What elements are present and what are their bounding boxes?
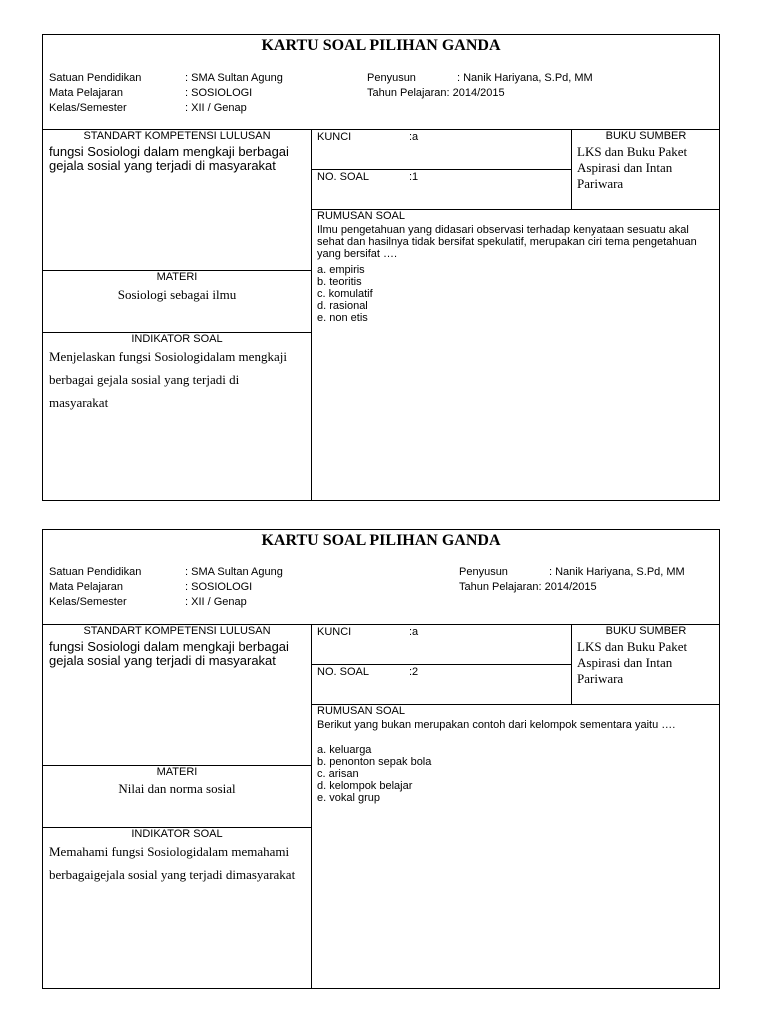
- rumusan-heading: RUMUSAN SOAL: [317, 210, 406, 222]
- author-info: [367, 71, 593, 101]
- penyusun-value: : Nanik Hariyana, S.Pd, MM: [457, 72, 593, 84]
- penyusun-label: Penyusun: [459, 566, 508, 578]
- option-a: a. empiris: [317, 264, 365, 276]
- indikator-text: Menjelaskan fungsi Sosiologidalam mengkaji berbagai gejala sosial yang terjadi di masyarakat: [49, 349, 287, 410]
- tahun-label: Tahun Pelajaran:: [459, 581, 542, 593]
- skl-heading: STANDART KOMPETENSI LULUSAN: [83, 625, 271, 637]
- kunci-row: [317, 626, 419, 638]
- satuan-label: Satuan Pendidikan: [49, 566, 142, 578]
- card-title: KARTU SOAL PILIHAN GANDA: [261, 37, 501, 54]
- option-d: d. kelompok belajar: [317, 780, 413, 792]
- option-c: c. arisan: [317, 768, 359, 780]
- buku-text: LKS dan Buku Paket Aspirasi dan Intan Pariwara: [577, 639, 688, 686]
- school-info: [49, 565, 283, 610]
- penyusun-label: Penyusun: [367, 72, 416, 84]
- nosoal-label: NO. SOAL: [317, 171, 369, 183]
- option-a: a. keluarga: [317, 744, 372, 756]
- mapel-value: : SOSIOLOGI: [185, 87, 253, 99]
- answer-options: [317, 744, 431, 804]
- author-info: [459, 565, 685, 595]
- materi-heading: MATERI: [156, 271, 198, 283]
- buku-text: LKS dan Buku Paket Aspirasi dan Intan Pariwara: [577, 144, 688, 191]
- nosoal-value: :1: [409, 171, 419, 183]
- kunci-row: [317, 131, 419, 143]
- nosoal-row: [317, 171, 419, 183]
- option-c: c. komulatif: [317, 288, 373, 300]
- kunci-divider: [311, 664, 571, 665]
- indikator-text: Memahami fungsi Sosiologidalam memahami berbagaigejala sosial yang terjadi dimasyarakat: [49, 844, 296, 882]
- option-b: b. penonton sepak bola: [317, 756, 432, 768]
- kelas-value: : XII / Genap: [185, 596, 247, 608]
- kelas-value: : XII / Genap: [185, 102, 247, 114]
- mapel-label: Mata Pelajaran: [49, 87, 123, 99]
- indikator-heading: INDIKATOR SOAL: [131, 333, 223, 345]
- question-card-1: [42, 34, 720, 501]
- question-text: Ilmu pengetahuan yang didasari observasi terhadap kenyataan sesuatu akal sehat dan hasilnya tidak bersifat spekulatif, merupakan ciri tema pengetahuan yang bersifat ….: [317, 224, 697, 260]
- option-e: e. vokal grup: [317, 792, 380, 804]
- penyusun-value: : Nanik Hariyana, S.Pd, MM: [549, 566, 685, 578]
- skl-text: fungsi Sosiologi dalam mengkaji berbagai gejala sosial yang terjadi di masyarakat: [49, 144, 289, 173]
- option-e: e. non etis: [317, 312, 368, 324]
- option-b: b. teoritis: [317, 276, 362, 288]
- kelas-label: Kelas/Semester: [49, 102, 127, 114]
- skl-heading: STANDART KOMPETENSI LULUSAN: [83, 130, 271, 142]
- kunci-value: :a: [409, 626, 419, 638]
- question-card-2: [42, 529, 720, 989]
- materi-text: Sosiologi sebagai ilmu: [117, 287, 237, 302]
- satuan-value: : SMA Sultan Agung: [185, 72, 283, 84]
- kunci-value: :a: [409, 131, 419, 143]
- materi-text: Nilai dan norma sosial: [118, 781, 236, 796]
- rumusan-heading: RUMUSAN SOAL: [317, 705, 406, 717]
- kunci-label: KUNCI: [317, 626, 352, 638]
- satuan-label: Satuan Pendidikan: [49, 72, 142, 84]
- tahun-value: 2014/2015: [544, 581, 597, 593]
- option-d: d. rasional: [317, 300, 368, 312]
- card-title: KARTU SOAL PILIHAN GANDA: [261, 532, 501, 549]
- school-info: [49, 71, 283, 116]
- materi-heading: MATERI: [156, 766, 198, 778]
- answer-options: [317, 264, 373, 324]
- buku-heading: BUKU SUMBER: [605, 625, 687, 637]
- satuan-value: : SMA Sultan Agung: [185, 566, 283, 578]
- kunci-divider: [311, 169, 571, 170]
- nosoal-row: [317, 666, 419, 678]
- mapel-value: : SOSIOLOGI: [185, 581, 253, 593]
- indikator-heading: INDIKATOR SOAL: [131, 828, 223, 840]
- question-text: Berikut yang bukan merupakan contoh dari kelompok sementara yaitu ….: [317, 719, 676, 731]
- nosoal-label: NO. SOAL: [317, 666, 369, 678]
- skl-text: fungsi Sosiologi dalam mengkaji berbagai gejala sosial yang terjadi di masyarakat: [49, 639, 289, 668]
- mapel-label: Mata Pelajaran: [49, 581, 123, 593]
- tahun-label: Tahun Pelajaran:: [367, 87, 450, 99]
- nosoal-value: :2: [409, 666, 419, 678]
- kunci-label: KUNCI: [317, 131, 352, 143]
- tahun-value: 2014/2015: [452, 87, 505, 99]
- column-divider: [311, 624, 312, 988]
- kelas-label: Kelas/Semester: [49, 596, 127, 608]
- buku-heading: BUKU SUMBER: [605, 130, 687, 142]
- column-divider: [311, 129, 312, 500]
